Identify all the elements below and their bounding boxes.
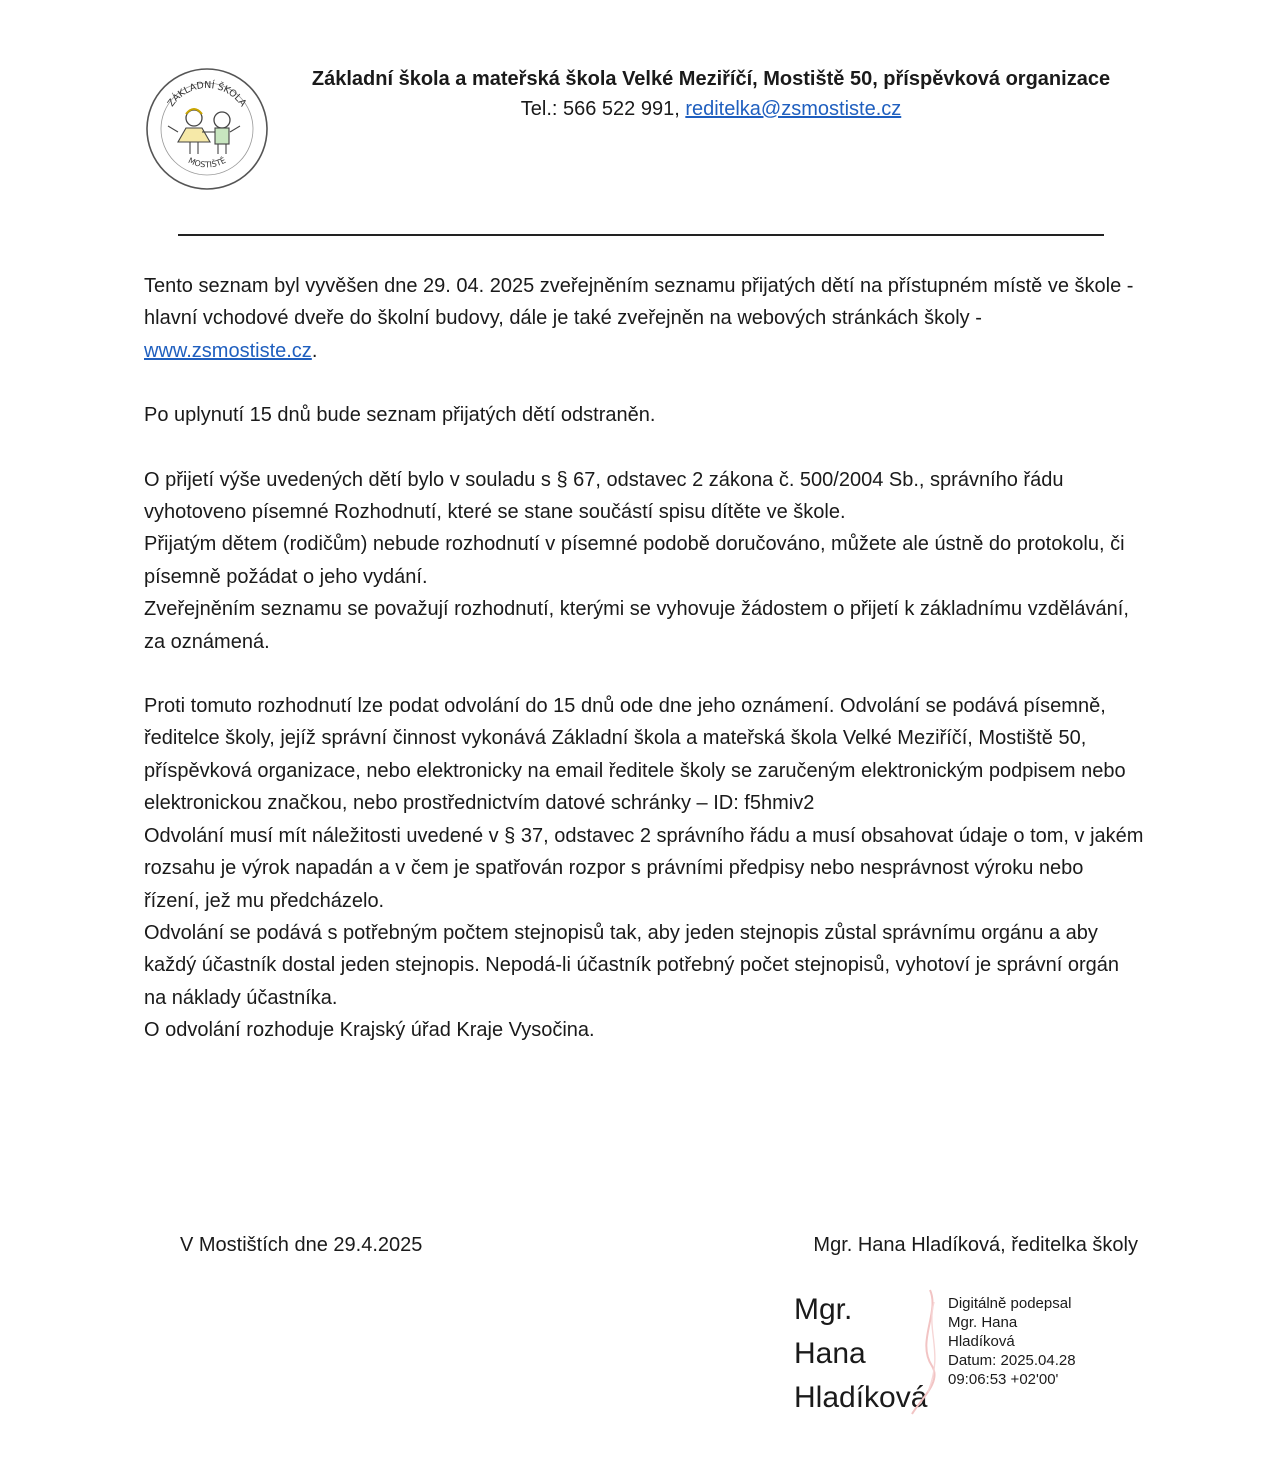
school-name: Základní škola a mateřská škola Velké Meziříčí, Mostiště 50, příspěvková organizace <box>311 68 1111 90</box>
paragraph-appeal-requirements: Odvolání musí mít náležitosti uvedené v § 37, odstavec 2 správního řádu a musí obsahovat údaje o tom, v jakém rozsahu je výrok napadán a v čem je spatřován rozpor s právními předpisy nebo nesprávnost výroku nebo řízení, jež mu předcházelo. <box>144 824 1144 912</box>
signature-name-line-2: Hana <box>794 1337 866 1370</box>
paragraph-publication: Zveřejněním seznamu se považují rozhodnutí, kterými se vyhovuje žádostem o přijetí k základnímu vzdělávání, za oznámená. <box>144 598 1129 653</box>
logo-top-text: ZÁKLADNÍ ŠKOLA <box>165 79 249 109</box>
digital-signature-details <box>948 1294 1076 1389</box>
contact-line <box>270 94 1152 124</box>
signature-detail-5: 09:06:53 +02'00' <box>948 1371 1059 1388</box>
svg-text:MOSTIŠTĚ <box>187 154 228 169</box>
signature-detail-3: Hladíková <box>948 1333 1015 1350</box>
website-link[interactable]: www.zsmostiste.cz <box>144 339 312 362</box>
signature-name-line-3: Hladíková <box>794 1381 928 1414</box>
signature-detail-4: Datum: 2025.04.28 <box>948 1352 1076 1369</box>
place-date: V Mostištích dne 29.4.2025 <box>180 1234 423 1256</box>
paragraph-delivery: Přijatým dětem (rodičům) nebude rozhodnutí v písemné podobě doručováno, můžete ale ústně do protokolu, či písemně požádat o jeho vydání. <box>144 533 1125 588</box>
paragraph-posting-text: Tento seznam byl vyvěšen dne 29. 04. 2025 zveřejněním seznamu přijatých dětí na přístupném místě ve škole - hlavní vchodové dveře do školní budovy, dále je také zveřejněn na webových stránkách školy - <box>144 275 1134 330</box>
signature-detail-2: Mgr. Hana <box>948 1314 1018 1331</box>
logo-bottom-text: MOSTIŠTĚ <box>186 155 228 170</box>
paragraph-appeal-authority: O odvolání rozhoduje Krajský úřad Kraje Vysočina. <box>144 1019 595 1042</box>
paragraph-removal: Po uplynutí 15 dnů bude seznam přijatých dětí odstraněn. <box>144 404 656 427</box>
paragraph-appeal-copies: Odvolání se podává s potřebným počtem stejnopisů tak, aby jeden stejnopis zůstal správnímu orgánu a aby každý účastník dostal jeden stejnopis. Nepodá-li účastník potřebný počet stejnopisů, vyhotoví je správní orgán na náklady účastníka. <box>144 921 1120 1009</box>
notice-body <box>144 270 1144 1047</box>
school-logo <box>144 66 270 192</box>
signature-detail-1: Digitálně podepsal <box>948 1295 1072 1312</box>
paragraph-decision: O přijetí výše uvedených dětí bylo v souladu s § 67, odstavec 2 zákona č. 500/2004 Sb., správního řádu vyhotoveno písemné Rozhodnutí, které se stane součástí spisu dítěte ve škole. <box>144 468 1064 524</box>
paragraph-posting <box>144 270 1144 367</box>
signature-name-line-1: Mgr. <box>794 1293 853 1326</box>
header-divider <box>178 234 1104 236</box>
paragraph-appeal: Proti tomuto rozhodnutí lze podat odvolání do 15 dnů ode dne jeho oznámení. Odvolání se podává písemně, ředitelce školy, jejíž správní činnost vykonává Základní škola a mateřská škola Velké Meziříčí, Mostiště 50, příspěvková organizace, nebo elektronicky na email ředitele školy se zaručeným elektronickým podpisem nebo elektronickou značkou, nebo prostřednictvím datové schránky – ID: f5hmiv2 <box>144 695 1126 815</box>
email-link[interactable]: reditelka@zsmostiste.cz <box>685 98 902 120</box>
letterhead <box>270 64 1152 124</box>
svg-text:ZÁKLADNÍ ŠKOLA <box>166 79 249 109</box>
paragraph-posting-end: . <box>311 339 318 362</box>
signatory-line: Mgr. Hana Hladíková, ředitelka školy <box>813 1234 1138 1256</box>
phone-text: Tel.: 566 522 991, <box>520 98 680 120</box>
